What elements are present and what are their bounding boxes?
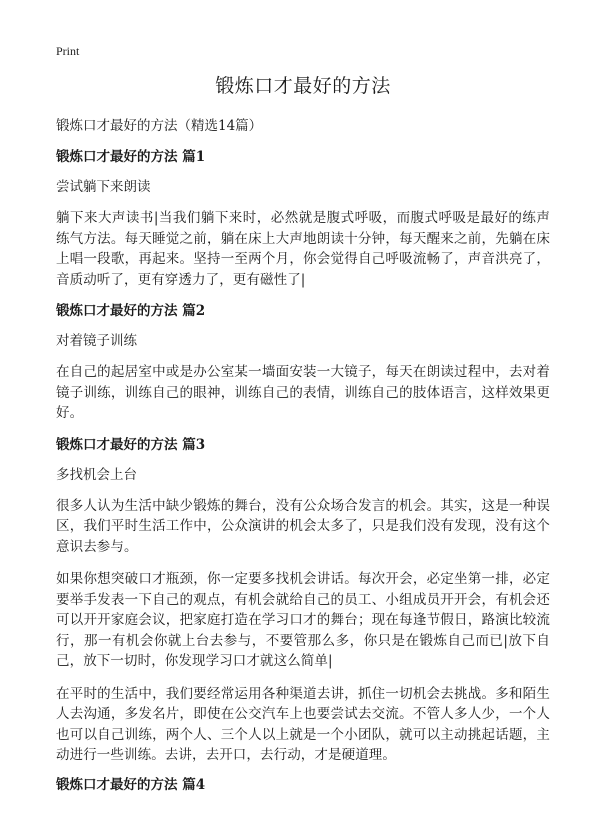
- section-paragraph: 在平时的生活中，我们要经常运用各种渠道去讲，抓住一切机会去挑战。多和陌生人去沟通，多发名片，即使在公交汽车上也要尝试去交流。不管人多人少，一个人也可以自己训练，两个人、三个人以上就是一个小团队，就可以主动挑起话题，主动进行一些训练。去讲，去开口，去行动，才是硬道理。: [56, 685, 550, 763]
- section-paragraph: 如果你想突破口才瓶颈，你一定要多找机会讲话。每次开会，必定坐第一排，必定要举手发表一下自己的观点，有机会就给自己的员工、小组成员开开会，有机会还可以开开家庭会议，把家庭打造在学习口才的舞台；现在每逢节假日，路演比较流行，那一有机会你就上台去参与，不要管那么多，你只是在锻炼自己而已|放下自己，放下一切时，你发现学习口才就这么简单|: [56, 571, 550, 669]
- section-heading: 锻炼口才最好的方法 篇4: [56, 776, 206, 793]
- section-paragraph: 躺下来大声读书|当我们躺下来时，必然就是腹式呼吸，而腹式呼吸是最好的练声练气方法。每天睡觉之前，躺在床上大声地朗读十分钟，每天醒来之前，先躺在床上唱一段歌，再起来。坚持一至两个月，你会觉得自己呼吸流畅了，声音洪亮了，音质动听了，更有穿透力了，更有磁性了|: [56, 210, 550, 288]
- section-subheading: 多找机会上台: [56, 466, 137, 483]
- section-subheading: 对着镜子训练: [56, 333, 137, 349]
- section-heading: 锻炼口才最好的方法 篇1: [56, 149, 206, 165]
- section-paragraph: 很多人认为生活中缺少锻炼的舞台，没有公众场合发言的机会。其实，这是一种误区，我们平时生活工作中，公众演讲的机会太多了，只是我们没有发现，没有这个意识去参与。: [56, 497, 550, 555]
- section-heading: 锻炼口才最好的方法 篇2: [56, 303, 206, 319]
- print-link[interactable]: Print: [56, 44, 80, 58]
- section-heading: 锻炼口才最好的方法 篇3: [56, 436, 206, 453]
- section-subheading: 尝试躺下来朗读: [56, 179, 151, 195]
- section-paragraph: 在自己的起居室中或是办公室某一墙面安装一大镜子，每天在朗读过程中，去对着镜子训练，训练自己的眼神，训练自己的表情，训练自己的肢体语言，这样效果更好。: [56, 364, 550, 421]
- document-subtitle: 锻炼口才最好的方法（精选14篇）: [56, 118, 263, 134]
- document-title: 锻炼口才最好的方法: [215, 75, 391, 97]
